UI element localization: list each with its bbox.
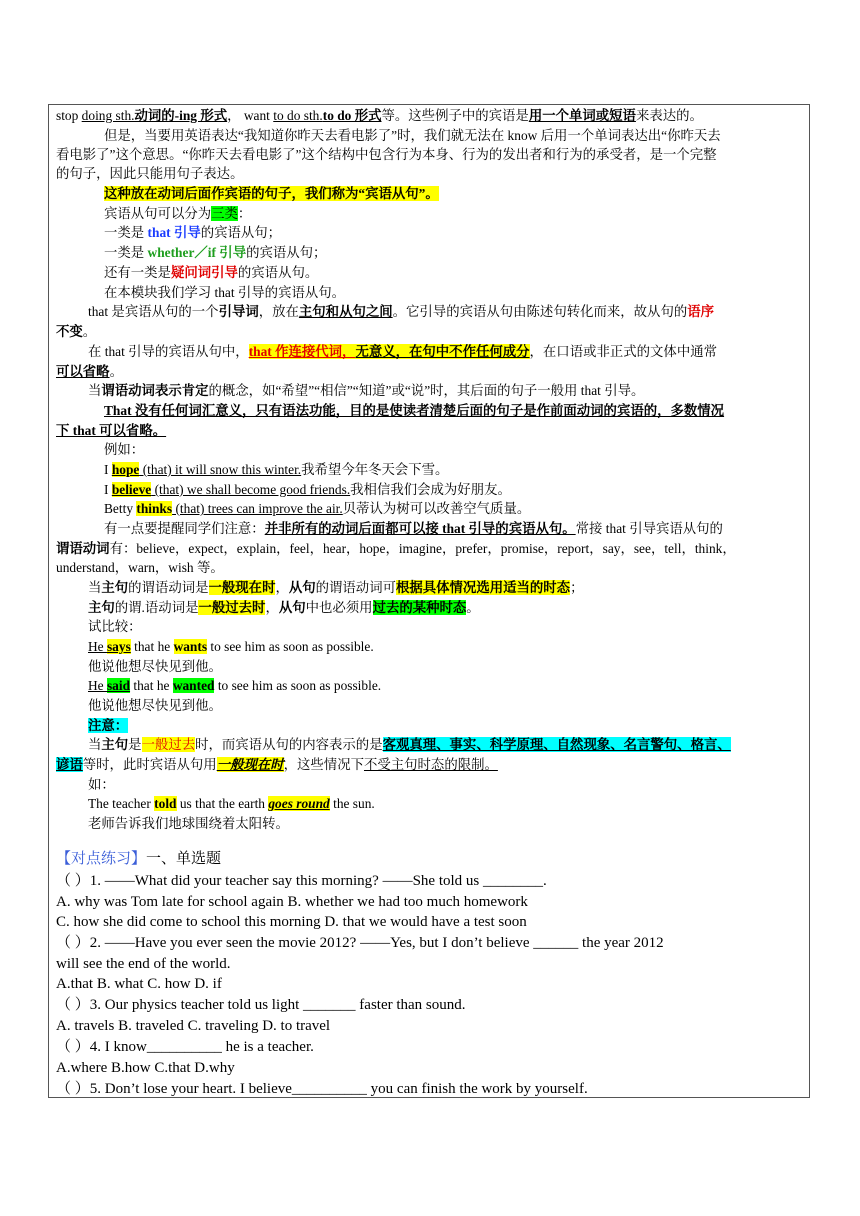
text-segment: wants [173, 639, 208, 654]
text-segment: to do sth. [273, 108, 323, 123]
text-segment: 【对点练习】 [56, 851, 147, 867]
text-line [56, 164, 243, 183]
text-segment: I [104, 462, 112, 477]
text-line [56, 872, 547, 891]
text-line [104, 126, 721, 145]
text-segment: 用一个单词或短语 [528, 108, 636, 123]
text-segment: 不受主句时态的限制。 [363, 757, 498, 772]
text-line [56, 1080, 588, 1099]
text-segment: thinks [136, 501, 173, 516]
text-segment: said [106, 678, 131, 693]
text-segment: (that) it will snow this winter. [139, 462, 302, 477]
text-segment: ，放在 [258, 304, 299, 319]
text-line [56, 421, 166, 440]
text-segment: 的句子，因此只能用句子表达。 [56, 166, 244, 181]
text-segment: 宾语从句可以分为 [104, 206, 212, 221]
text-line [56, 913, 527, 932]
text-line [56, 1059, 235, 1078]
text-segment: （ ）4. I know__________ he is a teacher. [56, 1039, 314, 1055]
text-line [56, 322, 96, 341]
text-line [56, 755, 498, 774]
text-line [88, 775, 115, 794]
text-segment: 如： [88, 777, 115, 792]
text-segment: (that) trees can improve the air. [172, 501, 343, 516]
text-segment: (that) we shall become good friends. [151, 482, 351, 497]
text-segment: 一类是 [104, 225, 148, 240]
text-segment: believe [111, 482, 152, 497]
text-line [88, 381, 644, 400]
text-segment: 试比较： [88, 619, 142, 634]
text-line [88, 617, 142, 636]
text-line [104, 223, 281, 242]
text-segment: 主句和从句之间 [298, 304, 393, 319]
text-segment: to do 形式 [322, 108, 382, 123]
text-segment: 的谓语动词是 [128, 580, 209, 595]
text-segment: that 作连接代词， [248, 344, 356, 359]
text-segment: doing sth. [81, 108, 135, 123]
text-line [56, 1017, 330, 1036]
text-segment: 无意义，在句中不作任何成分 [355, 344, 530, 359]
text-line [104, 204, 251, 223]
text-segment: 的谓语动词可 [315, 580, 396, 595]
text-segment: I [104, 482, 112, 497]
text-segment: 。它引导的宾语从句由陈述句转化而来，故从句的 [392, 304, 688, 319]
text-line [104, 460, 448, 479]
text-line [88, 657, 222, 676]
text-segment: 的谓.语动词是 [114, 600, 199, 615]
text-segment: 中也必须用 [305, 600, 373, 615]
text-line [104, 184, 439, 203]
text-segment: A.where B.how C.that D.why [56, 1060, 235, 1076]
text-segment: the sun. [329, 796, 375, 811]
text-segment: 并非所有的动词后面都可以接 that 引导的宾语从句。 [264, 521, 576, 536]
text-segment: 注意： [88, 718, 129, 733]
text-segment: 。 [466, 600, 480, 615]
text-segment: （ ）5. Don’t lose your heart. I believe__________ you can finish the work by yourself. [56, 1081, 588, 1097]
text-segment: that 引导 [147, 225, 201, 240]
text-segment: 根据具体情况选用适当的时态 [395, 580, 571, 595]
text-line [88, 676, 381, 695]
text-segment: 主句 [101, 580, 129, 595]
text-segment: 常接 that 引导宾语从句的 [575, 521, 723, 536]
text-segment: 。 [109, 364, 123, 379]
text-segment: （ ）1. ——What did your teacher say this morning? ——She told us ________. [56, 873, 547, 889]
text-segment: hope [111, 462, 140, 477]
text-segment: 有：believe，expect，explain，feel，hear，hope，imagine，prefer，promise，report，say，see，tell，think， [109, 541, 736, 556]
text-segment: 谚语 [56, 757, 83, 772]
text-segment: 语序 [687, 304, 715, 319]
text-segment: 但是，当要用英语表达“我知道你昨天去看电影了”时，我们就无法在 know 后用一个单词表达出“你昨天去 [104, 128, 721, 143]
text-segment: He [88, 639, 107, 654]
text-line [104, 401, 724, 420]
text-line [104, 243, 326, 262]
text-segment: 疑问词引导 [170, 265, 238, 280]
text-segment: to see him as soon as possible. [214, 678, 382, 693]
text-segment: 三类 [211, 206, 238, 221]
text-segment: 他说他想尽快见到他。 [88, 698, 222, 713]
text-segment: ， [265, 600, 279, 615]
text-line [88, 302, 714, 321]
text-segment: 他说他想尽快见到他。 [88, 659, 222, 674]
text-line [104, 263, 318, 282]
text-line [56, 145, 717, 164]
text-segment: （ ）3. Our physics teacher told us light _______ faster than sound. [56, 997, 466, 1013]
text-segment: A.that B. what C. how D. if [56, 976, 222, 992]
text-segment: 引导词 [218, 304, 259, 319]
text-segment: 有一点要提醒同学们注意： [104, 521, 265, 536]
text-segment: 是 [128, 737, 142, 752]
text-segment: to see him as soon as possible. [207, 639, 374, 654]
text-line [104, 499, 530, 518]
text-segment: （ ）2. ——Have you ever seen the movie 2012? ——Yes, but I don’t believe ______ the year 2012 [56, 935, 664, 951]
text-segment: 一般现在时 [216, 757, 284, 772]
text-line [104, 480, 511, 499]
text-segment: 我希望今年冬天会下雪。 [301, 462, 449, 477]
text-segment: 一般过去 [141, 737, 196, 752]
text-segment: Betty [104, 501, 137, 516]
text-segment: ， [275, 580, 289, 595]
text-segment: 还有一类是 [104, 265, 171, 280]
text-line [88, 342, 717, 361]
text-segment: 时，而宾语从句的内容表示的是 [195, 737, 383, 752]
text-segment: 从句 [288, 580, 316, 595]
text-segment: 不变 [56, 324, 83, 339]
text-segment: ； [570, 580, 584, 595]
text-segment: 过去的某种时态 [372, 600, 467, 615]
text-segment: 一类是 [104, 245, 148, 260]
text-segment: The teacher [88, 796, 155, 811]
text-line [88, 578, 583, 597]
text-segment: 一般现在时 [208, 580, 276, 595]
text-line [104, 440, 144, 459]
text-line [88, 814, 289, 833]
text-line [88, 696, 222, 715]
text-segment: 客观真理、事实、科学原理、自然现象、名言警句、格言、 [382, 737, 731, 752]
text-line [56, 934, 664, 953]
text-segment: 看电影了”这个意思。“你昨天去看电影了”这个结构中包含行为本身、行为的发出者和行为的承受者，是一个完整 [56, 147, 717, 162]
text-segment: that he [130, 678, 173, 693]
text-line [56, 955, 231, 974]
text-line [88, 735, 731, 754]
text-line [88, 716, 128, 735]
text-segment: goes round [268, 796, 330, 811]
text-segment: 等。这些例子中的宾语是 [381, 108, 529, 123]
text-segment: 来表达的。 [635, 108, 703, 123]
text-segment: whether／if 引导 [147, 245, 247, 260]
text-segment: 。 [82, 324, 97, 339]
text-segment: 的概念，如“希望”“相信”“知道”或“说”时，其后面的句子一般用 that 引导。 [208, 383, 645, 398]
text-segment: 等时，此时宾语从句用 [82, 757, 217, 772]
text-segment: 我相信我们会成为好朋友。 [350, 482, 511, 497]
text-line [56, 558, 224, 577]
text-line [104, 283, 345, 302]
text-segment: ： [237, 206, 252, 221]
text-segment: 在本模块我们学习 that 引导的宾语从句。 [104, 285, 346, 300]
text-line [56, 975, 222, 994]
text-segment: 的宾语从句； [246, 245, 327, 260]
text-segment: 一般过去时 [198, 600, 266, 615]
text-segment: says [106, 639, 131, 654]
text-line [56, 539, 736, 558]
text-segment: 当 [88, 383, 102, 398]
text-line [56, 850, 221, 869]
text-segment: 的宾语从句。 [237, 265, 319, 280]
text-segment: 一、单选题 [146, 851, 222, 867]
text-segment: that 是宾语从句的一个 [88, 304, 219, 319]
text-segment: that he [130, 639, 174, 654]
text-segment: 可以省略 [56, 364, 110, 379]
text-segment: understand，warn，wish 等。 [56, 560, 224, 575]
text-segment: A. why was Tom late for school again B. whether we had too much homework [56, 894, 528, 910]
text-segment: 动词的-ing 形式 [134, 108, 228, 123]
text-line [88, 794, 375, 813]
text-segment: will see the end of the world. [56, 956, 231, 972]
text-segment: That 没有任何词汇意义，只有语法功能，目的是使读者清楚后面的句子是作前面动词的宾语的，多数情况 [104, 403, 725, 418]
text-line [56, 1038, 314, 1057]
text-segment: 的宾语从句； [200, 225, 282, 240]
text-segment: ，在口语或非正式的文体中通常 [529, 344, 717, 359]
text-segment: told [154, 796, 177, 811]
text-segment: 例如： [104, 442, 145, 457]
text-segment: 当 [88, 580, 102, 595]
text-segment: 当 [88, 737, 102, 752]
text-line [88, 598, 480, 617]
text-line [104, 519, 723, 538]
text-segment: ，这些情况下 [283, 757, 364, 772]
text-segment: 在 that 引导的宾语从句中， [88, 344, 249, 359]
text-segment: A. travels B. traveled C. traveling D. to travel [56, 1018, 331, 1034]
text-segment: ， want [227, 108, 274, 123]
text-segment: stop [56, 108, 82, 123]
text-segment: C. how she did come to school this morning D. that we would have a test soon [56, 914, 527, 930]
text-line [56, 893, 528, 912]
text-segment: 这种放在动词后面作宾语的句子，我们称为“宾语从句”。 [104, 186, 439, 201]
text-segment: 谓语动词表示肯定 [101, 383, 209, 398]
text-segment: 主句 [101, 737, 129, 752]
text-segment: 主句 [88, 600, 115, 615]
text-segment: 谓语动词 [56, 541, 110, 556]
text-segment: us that the earth [176, 796, 269, 811]
text-line [56, 106, 703, 125]
text-segment: 老师告诉我们地球围绕着太阳转。 [88, 816, 289, 831]
text-line [56, 362, 123, 381]
text-segment: He [88, 678, 107, 693]
text-segment: 下 that 可以省略。 [56, 423, 167, 438]
text-segment: 从句 [278, 600, 306, 615]
text-segment: 贝蒂认为树可以改善空气质量。 [342, 501, 531, 516]
text-line [88, 637, 374, 656]
text-line [56, 996, 466, 1015]
text-segment: wanted [172, 678, 215, 693]
